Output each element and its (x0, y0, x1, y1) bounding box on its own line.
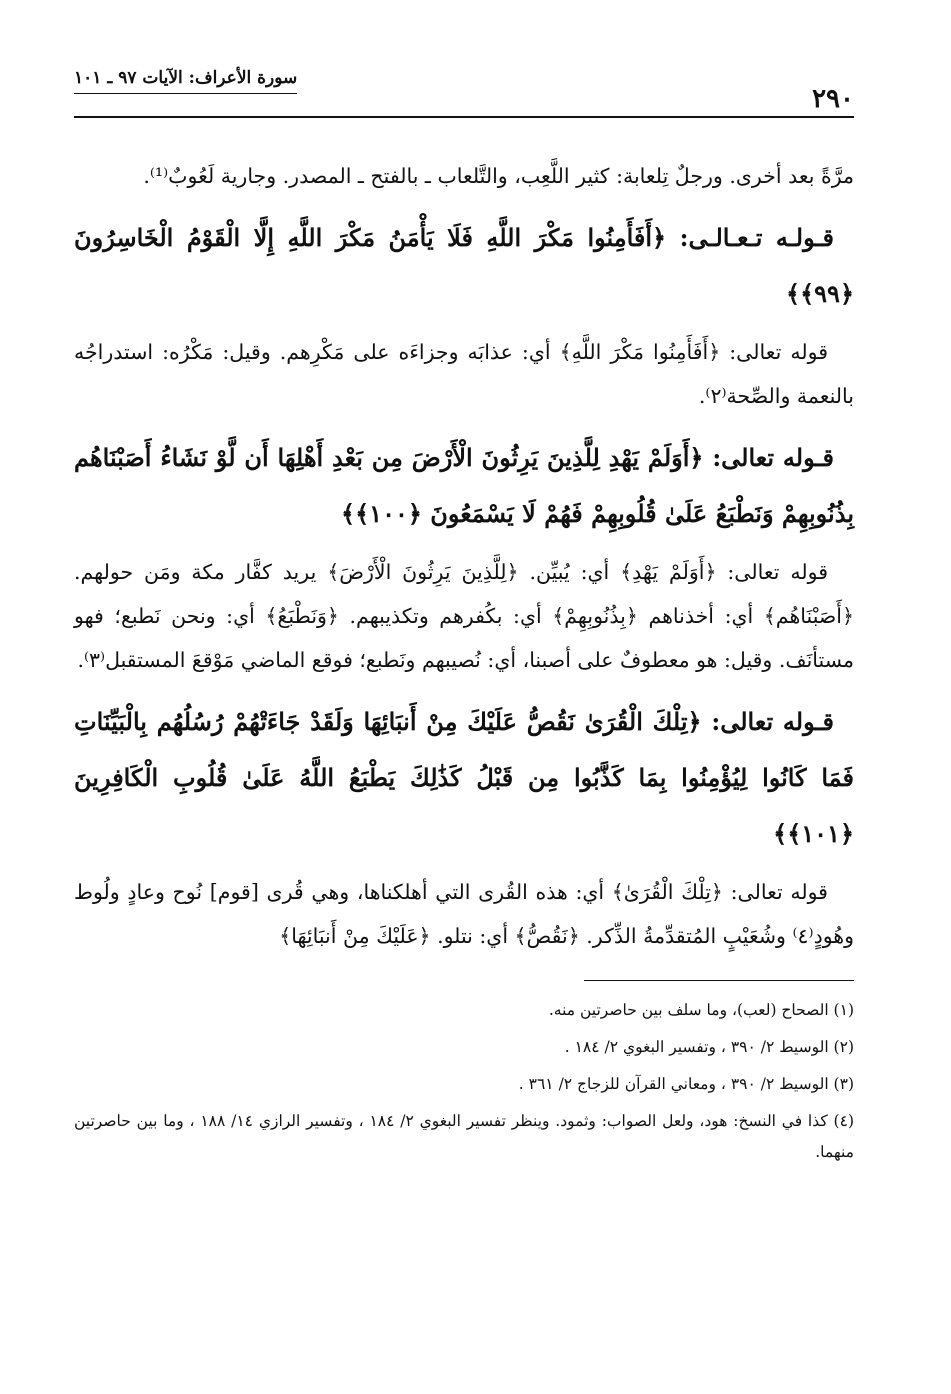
footnote-separator (584, 980, 854, 981)
main-text (74, 154, 854, 958)
footnote-1: (١) الصحاح (لعب)، وما سلف بين حاصرتين منه. (548, 1001, 854, 1019)
paragraph-3: قوله تعالى: ﴿أَوَلَمْ يَهْدِ﴾ أي: يُبيِّن. ﴿لِلَّذِينَ يَرِثُونَ الْأَرْضَ﴾ يريد كفَّار مكة ومَن حولهم. ﴿أَصَبْنَاهُم﴾ أي: أخذناهم ﴿بِذُنُوبِهِمْ﴾ أي: بكُفرهم وتكذيبهم. ﴿وَنَطْبَعُ﴾ أي: ونحن نَطبع؛ فهو مستأنَف. وقيل: هو معطوفٌ على أصبنا، أي: نُصيبهم ونَطبع؛ فوقع الماضي مَوْقعَ المستقبل⁽٣⁾. (74, 560, 854, 672)
verse-101: قـوله تعالى: ﴿تِلْكَ الْقُرَىٰ نَقُصُّ عَلَيْكَ مِنْ أَنبَائِهَا وَلَقَدْ جَاءَتْهُمْ رُسُلُهُم بِالْبَيِّنَاتِ فَمَا كَانُوا لِيُؤْمِنُوا بِمَا كَذَّبُوا مِن قَبْلُ كَذَٰلِكَ يَطْبَعُ اللَّهُ عَلَىٰ قُلُوبِ الْكَافِرِينَ ﴿١٠١﴾﴾ (74, 707, 854, 848)
footnote-4: (٤) كذا في النسخ: هود، ولعل الصواب: وثمود. وينظر تفسير البغوي ٢/ ١٨٤ ، وتفسير الرازي ١٤/ ١٨٨ ، وما بين حاصرتين منهما. (74, 1112, 854, 1161)
book-page (74, 60, 854, 1360)
footnote-2: (٢) الوسيط ٢/ ٣٩٠ ، وتفسير البغوي ٢/ ١٨٤ . (564, 1038, 854, 1056)
verse-99: قـولـه تـعـالـى: ﴿أَفَأَمِنُوا مَكْرَ اللَّهِ فَلَا يَأْمَنُ مَكْرَ اللَّهِ إِلَّا الْقَوْمُ الْخَاسِرُونَ ﴿٩٩﴾﴾ (74, 223, 854, 308)
paragraph-4: قوله تعالى: ﴿تِلْكَ الْقُرَىٰ﴾ أي: هذه القُرى التي أهلكناها، وهي قُرى [قوم] نُوح وعادٍ ولُوط وهُودٍ⁽٤⁾ وشُعَيْبٍ المُتقدِّمةُ الذِّكر. ﴿نَقُصُّ﴾ أي: نتلو. ﴿عَلَيْكَ مِنْ أَنبَائِهَا﴾ (74, 880, 854, 948)
footnote-3: (٣) الوسيط ٢/ ٣٩٠ ، ومعاني القرآن للزجاج ٢/ ٣٦١ . (518, 1075, 854, 1093)
footnotes (74, 995, 854, 1168)
page-number: ٢٩٠ (812, 84, 854, 114)
verse-100: قـوله تعالى: ﴿أَوَلَمْ يَهْدِ لِلَّذِينَ يَرِثُونَ الْأَرْضَ مِن بَعْدِ أَهْلِهَا أَن لَّوْ نَشَاءُ أَصَبْنَاهُم بِذُنُوبِهِمْ وَنَطْبَعُ عَلَىٰ قُلُوبِهِمْ فَهُمْ لَا يَسْمَعُونَ ﴿١٠٠﴾﴾ (74, 443, 854, 528)
paragraph-2: قوله تعالى: ﴿أَفَأَمِنُوا مَكْرَ اللَّهِ﴾ أي: عذابَه وجزاءَه على مَكْرِهم. وقيل: مَكْرُه: استدراجُه بالنعمة والصِّحة⁽٢⁾. (74, 340, 854, 408)
paragraph-1: مرَّةً بعد أخرى. ورجلٌ تِلعابة: كثير اللَّعِب، والتَّلعاب ـ بالفتح ـ المصدر. وجارية لَعُوبٌ⁽¹⁾. (143, 164, 854, 188)
running-title: سورة الأعراف: الآيات ٩٧ ـ ١٠١ (74, 68, 298, 88)
page-header (74, 60, 854, 118)
